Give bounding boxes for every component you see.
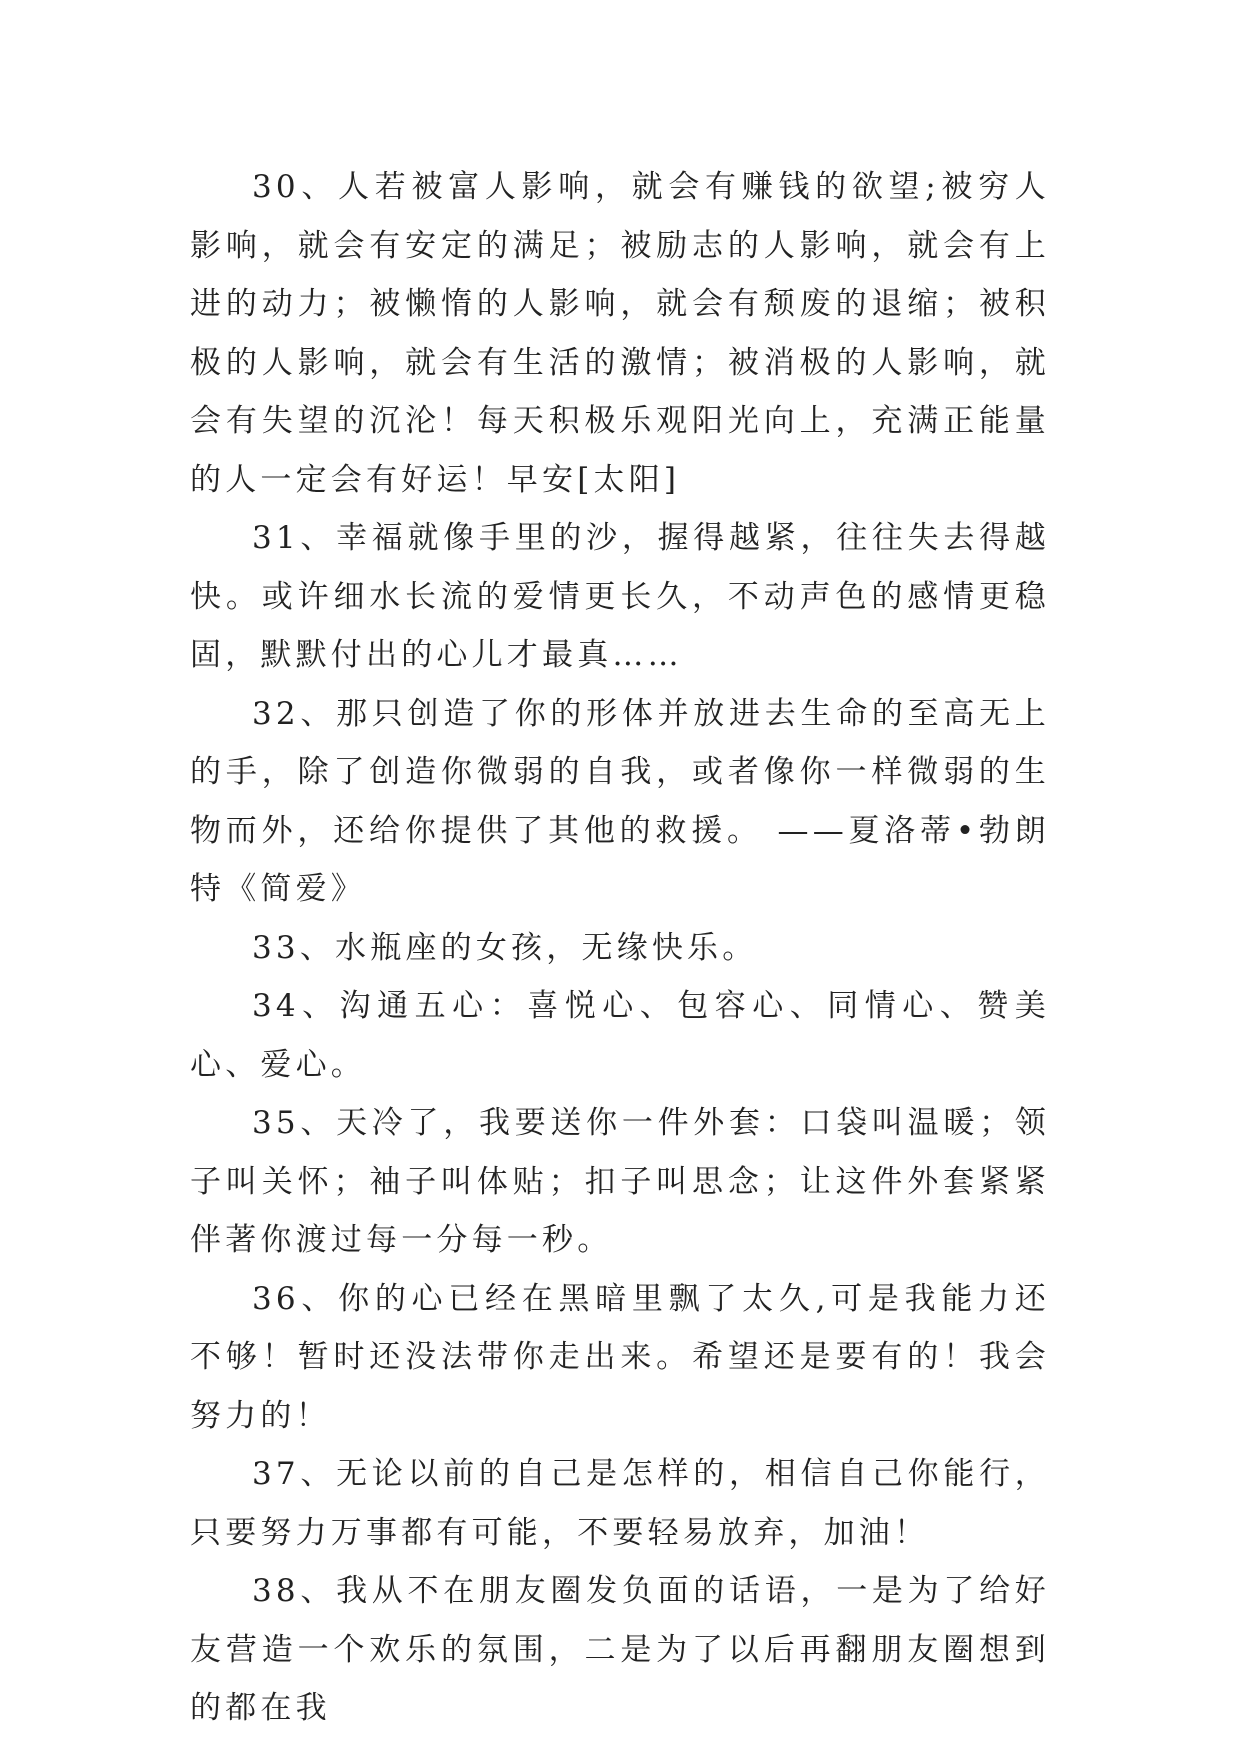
paragraph-37: 37、无论以前的自己是怎样的，相信自己你能行，只要努力万事都有可能，不要轻易放弃，加油！ — [190, 1456, 1050, 1551]
paragraph-31: 31、幸福就像手里的沙，握得越紧，往往失去得越快。或许细水长流的爱情更长久，不动声色的感情更稳固，默默付出的心儿才最真…… — [190, 520, 1050, 673]
paragraph-36: 36、你的心已经在黑暗里飘了太久,可是我能力还不够！暂时还没法带你走出来。希望还是要有的！我会努力的！ — [190, 1280, 1050, 1434]
paragraph-35: 35、天冷了，我要送你一件外套：口袋叫温暖；领子叫关怀；袖子叫体贴；扣子叫思念；让这件外套紧紧伴著你渡过每一分每一秒。 — [190, 1105, 1050, 1258]
paragraph-30: 30、人若被富人影响，就会有赚钱的欲望;被穷人影响，就会有安定的满足；被励志的人影响，就会有上进的动力；被懒惰的人影响，就会有颓废的退缩；被积极的人影响，就会有生活的激情；被消极的人影响，就会有失望的沉沦！每天积极乐观阳光向上，充满正能量的人一定会有好运！早安[太阳] — [190, 169, 1050, 498]
document-body — [190, 158, 1050, 1738]
paragraph-32: 32、那只创造了你的形体并放进去生命的至高无上的手，除了创造你微弱的自我，或者像你一样微弱的生物而外，还给你提供了其他的救援。 ——夏洛蒂•勃朗特《简爱》 — [190, 695, 1050, 907]
paragraph-33: 33、水瓶座的女孩，无缘快乐。 — [252, 929, 758, 966]
paragraph-38: 38、我从不在朋友圈发负面的话语，一是为了给好友营造一个欢乐的氛围，二是为了以后再翻朋友圈想到的都在我 — [190, 1573, 1050, 1726]
paragraph-34: 34、沟通五心：喜悦心、包容心、同情心、赞美心、爱心。 — [190, 988, 1050, 1083]
